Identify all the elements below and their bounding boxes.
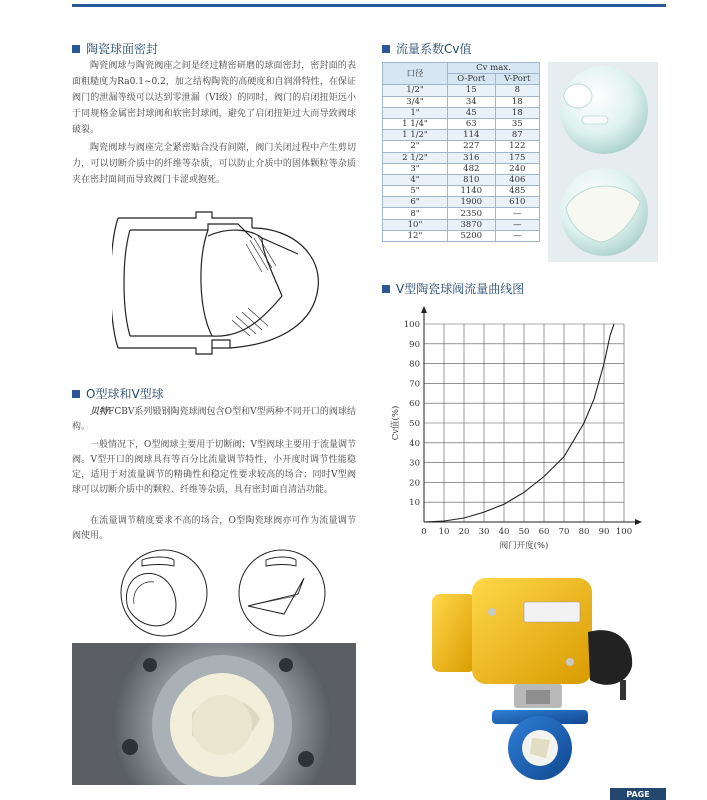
page-tab: PAGE	[610, 788, 666, 800]
seal-paragraph-2: 陶瓷阀球与阀座完全紧密贴合没有间隙，阀门关闭过程中产生剪切力，可以切断介质中的纤维等杂质，可以防止介质中的固体颗粒等杂质夹在密封面间而导致阀门卡涩或抱死。	[72, 143, 356, 185]
section-title-curve: V型陶瓷球阀流量曲线图	[382, 280, 524, 297]
cv-cell-size: 3"	[383, 163, 448, 174]
cv-table-row	[383, 118, 540, 129]
cv-table-row	[383, 197, 540, 208]
x-tick-label: 10	[438, 527, 450, 537]
v-ball-drawing	[226, 548, 338, 638]
cv-table-row	[383, 107, 540, 118]
cv-table-row	[383, 163, 540, 174]
cv-cell-o-port: 482	[448, 163, 496, 174]
cv-table-row	[383, 208, 540, 219]
cv-cell-o-port: 45	[448, 107, 496, 118]
bullet-square-icon	[382, 285, 390, 293]
header-rule	[72, 4, 666, 7]
y-tick-label: 30	[409, 458, 420, 469]
x-tick-label: 0	[421, 527, 427, 537]
x-tick-label: 80	[578, 527, 590, 537]
y-tick-label: 10	[409, 498, 420, 509]
x-tick-label: 90	[598, 527, 610, 537]
x-axis-label: 阀门开度(%)	[499, 541, 549, 551]
cv-cell-o-port: 2350	[448, 208, 496, 219]
cv-cell-v-port: —	[495, 208, 539, 219]
cv-cell-o-port: 810	[448, 174, 496, 185]
cv-table-row	[383, 174, 540, 185]
x-tick-label: 70	[558, 527, 570, 537]
cv-cell-size: 10"	[383, 219, 448, 230]
cv-cell-v-port: 122	[495, 141, 539, 152]
electric-actuator-valve-photo	[420, 572, 660, 784]
cv-cell-o-port: 5200	[448, 230, 496, 241]
cv-cell-size: 1/2"	[383, 85, 448, 96]
bullet-square-icon	[72, 45, 80, 53]
bullet-square-icon	[72, 390, 80, 398]
ov-paragraph-1: 贝特FCBV系列锻钢陶瓷球阀包含O型和V型两种不同开口的阀球结构。	[72, 407, 356, 432]
y-tick-label: 60	[409, 399, 420, 410]
cv-cell-o-port: 34	[448, 96, 496, 107]
cv-cell-size: 1 1/4"	[383, 118, 448, 129]
x-tick-label: 20	[458, 527, 470, 537]
ceramic-ball-photos	[548, 62, 658, 262]
cv-cell-size: 6"	[383, 197, 448, 208]
x-tick-label: 50	[518, 527, 530, 537]
y-tick-label: 50	[409, 419, 420, 429]
cv-cell-v-port: 18	[495, 96, 539, 107]
cv-cell-v-port: 87	[495, 130, 539, 141]
cv-cell-size: 2 1/2"	[383, 152, 448, 163]
section-title-cv: 流量系数Cv值	[382, 40, 471, 57]
cv-cell-v-port: 406	[495, 174, 539, 185]
ov-paragraph-3: 在流量调节精度要求不高的场合，O型陶瓷球阀亦可作为流量调节阀使用。	[72, 516, 356, 541]
cv-cell-size: 12"	[383, 230, 448, 241]
cv-table-row	[383, 230, 540, 241]
y-tick-label: 80	[409, 359, 420, 370]
cv-table-row	[383, 186, 540, 197]
cv-cell-v-port: 240	[495, 163, 539, 174]
x-tick-label: 100	[615, 527, 633, 537]
cv-cell-o-port: 114	[448, 130, 496, 141]
cv-table-row	[383, 152, 540, 163]
cv-table-row	[383, 219, 540, 230]
o-ball-drawing	[108, 548, 220, 638]
cv-cell-v-port: 35	[495, 118, 539, 129]
cv-header-cv: Cv max.	[448, 63, 540, 74]
cv-cell-v-port: 485	[495, 186, 539, 197]
cv-cell-v-port: —	[495, 230, 539, 241]
cv-table	[382, 62, 540, 242]
bullet-square-icon	[382, 45, 390, 53]
cv-cell-v-port: 8	[495, 85, 539, 96]
y-tick-label: 70	[409, 379, 420, 390]
y-tick-label: 40	[409, 438, 420, 449]
cv-cell-o-port: 15	[448, 85, 496, 96]
y-tick-label: 100	[403, 320, 420, 330]
cv-cell-size: 8"	[383, 208, 448, 219]
brand-mark: 贝特	[90, 407, 109, 417]
flow-curve-chart	[388, 300, 648, 556]
cv-table-row	[383, 96, 540, 107]
cv-cell-v-port: 18	[495, 107, 539, 118]
cv-cell-o-port: 1900	[448, 197, 496, 208]
seal-paragraph-1: 陶瓷阀球与陶瓷阀座之间是经过精密研磨的球面密封，密封面的表面粗糙度为Ra0.1~0.2，加之结构陶瓷的高硬度和自润滑特性，在保证阀门的泄漏等级可以达到零泄漏（VI级）的同时，阀门的启闭扭矩远小于同规格金属密封球阀和软密封球阀，避免了启闭扭矩过大而导致阀球破裂。	[72, 61, 356, 135]
cv-table-row	[383, 141, 540, 152]
cv-table-row	[383, 130, 540, 141]
cv-header-o-port: O-Port	[448, 74, 496, 85]
cv-cell-v-port: 175	[495, 152, 539, 163]
cv-header-size: 口径	[383, 63, 448, 85]
cv-cell-o-port: 63	[448, 118, 496, 129]
section-title-seal: 陶瓷球面密封	[72, 40, 158, 57]
cv-cell-size: 2"	[383, 141, 448, 152]
y-axis-arrow-icon	[421, 306, 427, 313]
y-tick-label: 90	[409, 339, 420, 350]
ov-paragraph-2: 一般情况下，O型阀球主要用于切断阀；V型阀球主要用于流量调节阀。V型开口的阀球具有等百分比流量调节特性，小开度时调节性能稳定，适用于对流量调节的精确性和稳定性要求较高的场合；同时V型阀球可以切断介质中的颗粒、纤维等杂质，具有密封面自清洁功能。	[72, 440, 356, 495]
cv-cell-v-port: 610	[495, 197, 539, 208]
x-tick-label: 40	[498, 527, 510, 537]
cv-cell-size: 1"	[383, 107, 448, 118]
x-tick-label: 30	[478, 527, 490, 537]
y-tick-label: 20	[409, 478, 420, 489]
cv-cell-size: 3/4"	[383, 96, 448, 107]
cv-cell-o-port: 316	[448, 152, 496, 163]
cv-table-row	[383, 85, 540, 96]
cv-cell-o-port: 1140	[448, 186, 496, 197]
cv-cell-size: 5"	[383, 186, 448, 197]
y-axis-label: Cv值(%)	[391, 405, 401, 441]
x-tick-label: 60	[538, 527, 550, 537]
cv-cell-size: 1 1/2"	[383, 130, 448, 141]
x-axis-arrow-icon	[635, 519, 642, 525]
cv-cell-o-port: 227	[448, 141, 496, 152]
valve-bore-photo	[72, 643, 356, 785]
seal-cross-section-drawing	[112, 208, 338, 358]
cv-cell-v-port: —	[495, 219, 539, 230]
section-title-ov-ball: O型球和V型球	[72, 385, 164, 402]
cv-cell-o-port: 3870	[448, 219, 496, 230]
cv-header-v-port: V-Port	[495, 74, 539, 85]
cv-cell-size: 4"	[383, 174, 448, 185]
